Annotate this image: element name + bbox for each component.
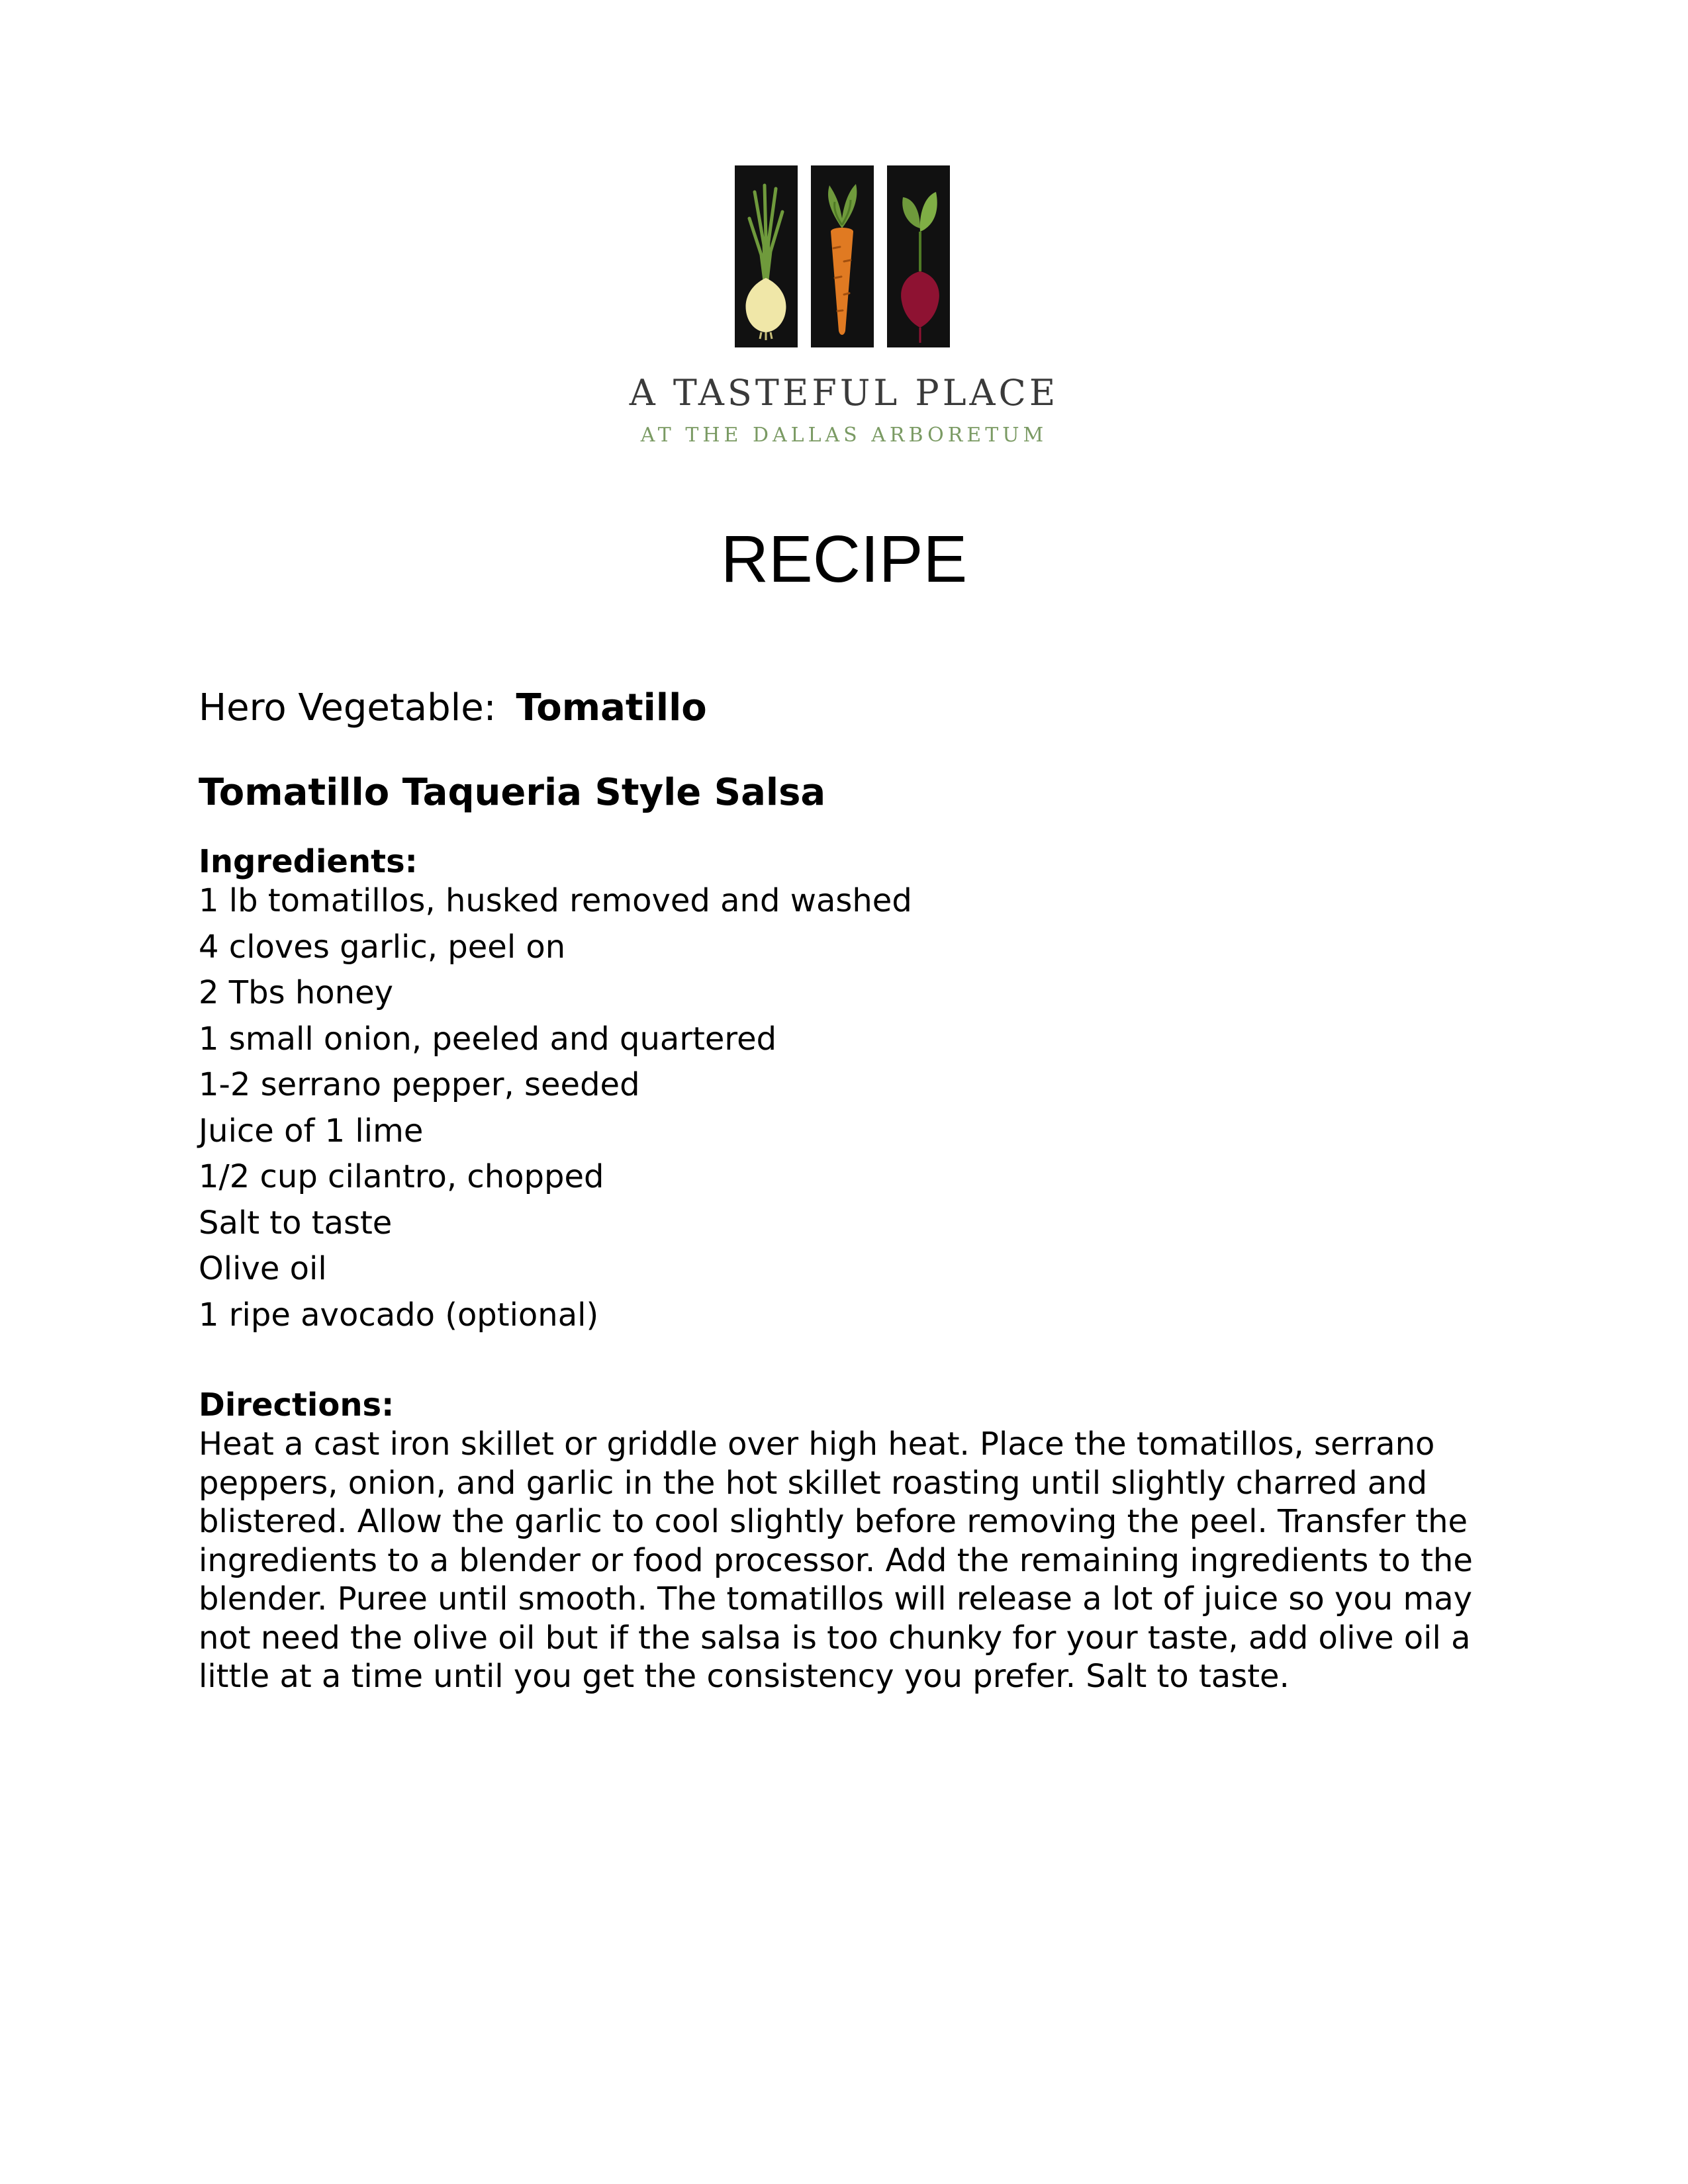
directions-label: Directions: bbox=[199, 1387, 395, 1424]
logo-panel-carrot bbox=[811, 165, 874, 347]
carrot-icon bbox=[811, 165, 874, 347]
ingredient-item: Juice of 1 lime bbox=[199, 1112, 424, 1150]
ingredient-item: 1 lb tomatillos, husked removed and washed bbox=[199, 882, 912, 919]
brand-title: A TASTEFUL PLACE bbox=[629, 372, 1059, 414]
ingredient-item: 2 Tbs honey bbox=[199, 974, 393, 1011]
ingredient-item: 1 small onion, peeled and quartered bbox=[199, 1020, 777, 1058]
ingredients-label: Ingredients: bbox=[199, 843, 418, 880]
ingredient-item: Salt to taste bbox=[199, 1204, 393, 1242]
dish-title: Tomatillo Taqueria Style Salsa bbox=[199, 771, 826, 814]
ingredient-item: 1/2 cup cilantro, chopped bbox=[199, 1158, 604, 1195]
hero-vegetable bbox=[199, 682, 1489, 735]
ingredient-list bbox=[199, 882, 1489, 1342]
logo-panel-onion bbox=[735, 165, 798, 347]
logo bbox=[735, 165, 950, 347]
logo-panel-beet bbox=[887, 165, 950, 347]
ingredient-item: 4 cloves garlic, peel on bbox=[199, 928, 566, 966]
ingredient-item: 1 ripe avocado (optional) bbox=[199, 1296, 599, 1334]
hero-vegetable-value: Tomatillo bbox=[516, 686, 707, 729]
hero-vegetable-label: Hero Vegetable: bbox=[199, 686, 496, 729]
onion-icon bbox=[735, 165, 798, 347]
beet-icon bbox=[887, 165, 950, 347]
page-title: RECIPE bbox=[720, 522, 968, 596]
brand-subtitle: AT THE DALLAS ARBORETUM bbox=[640, 424, 1048, 447]
directions-text: Heat a cast iron skillet or griddle over high heat. Place the tomatillos, serrano peppers, onion, and garlic in the hot skillet roasting until slightly charred and blistered. Allow the garlic to cool slightly before removing the peel. Transfer the ingredients to a blender or food processor. Add the remaining ingredients to the blender. Puree until smooth. The tomatillos will release a lot of juice so you may not need the olive oil but if the salsa is too chunky for your taste, add olive oil a little at a time until you get the consistency you prefer. Salt to taste. bbox=[199, 1426, 1473, 1695]
recipe-content bbox=[199, 682, 1489, 1696]
ingredient-item: Olive oil bbox=[199, 1250, 327, 1287]
ingredient-item: 1-2 serrano pepper, seeded bbox=[199, 1066, 640, 1103]
